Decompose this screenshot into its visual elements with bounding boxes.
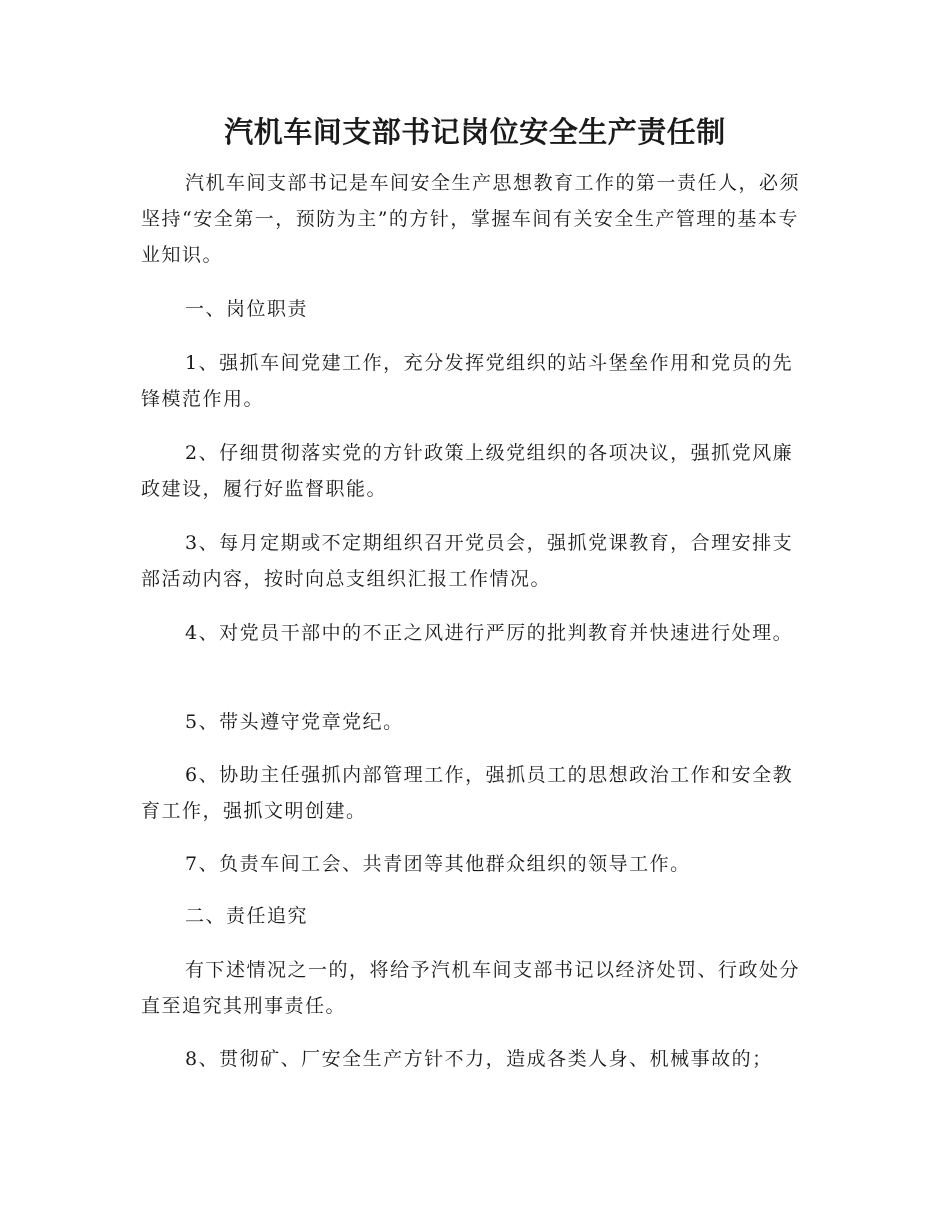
duty-item-3: 3、每月定期或不定期组织召开党员会，强抓党课教育，合理安排支部活动内容，按时向总支组织汇报工作情况。	[141, 532, 794, 590]
accountability-item-8: 8、贯彻矿、厂安全生产方针不力，造成各类人身、机械事故的；	[185, 1048, 773, 1070]
duty-item-1: 1、强抓车间党建工作，充分发挥党组织的站斗堡垒作用和党员的先锋模范作用。	[141, 352, 794, 410]
accountability-intro: 有下述情况之一的，将给予汽机车间支部书记以经济处罚、行政处分直至追究其刑事责任。	[141, 959, 801, 1017]
duty-item-4: 4、对党员干部中的不正之风进行严厉的批判教育并快速进行处理。	[185, 622, 794, 644]
section-heading-duties: 一、岗位职责	[185, 298, 309, 320]
document-title: 汽机车间支部书记岗位安全生产责任制	[224, 115, 726, 149]
section-heading-accountability: 二、责任追究	[185, 905, 309, 927]
duty-item-2: 2、仔细贯彻落实党的方针政策上级党组织的各项决议，强抓党风廉政建设，履行好监督职能。	[141, 442, 794, 500]
duty-item-5: 5、带头遵守党章党纪。	[185, 711, 404, 733]
duty-item-6: 6、协助主任强抓内部管理工作，强抓员工的思想政治工作和安全教育工作，强抓文明创建。	[141, 764, 794, 822]
duty-item-7: 7、负责车间工会、共青团等其他群众组织的领导工作。	[185, 853, 691, 875]
intro-paragraph: 汽机车间支部书记是车间安全生产思想教育工作的第一责任人，必须坚持“安全第一，预防为主”的方针，掌握车间有关安全生产管理的基本专业知识。	[141, 172, 801, 266]
